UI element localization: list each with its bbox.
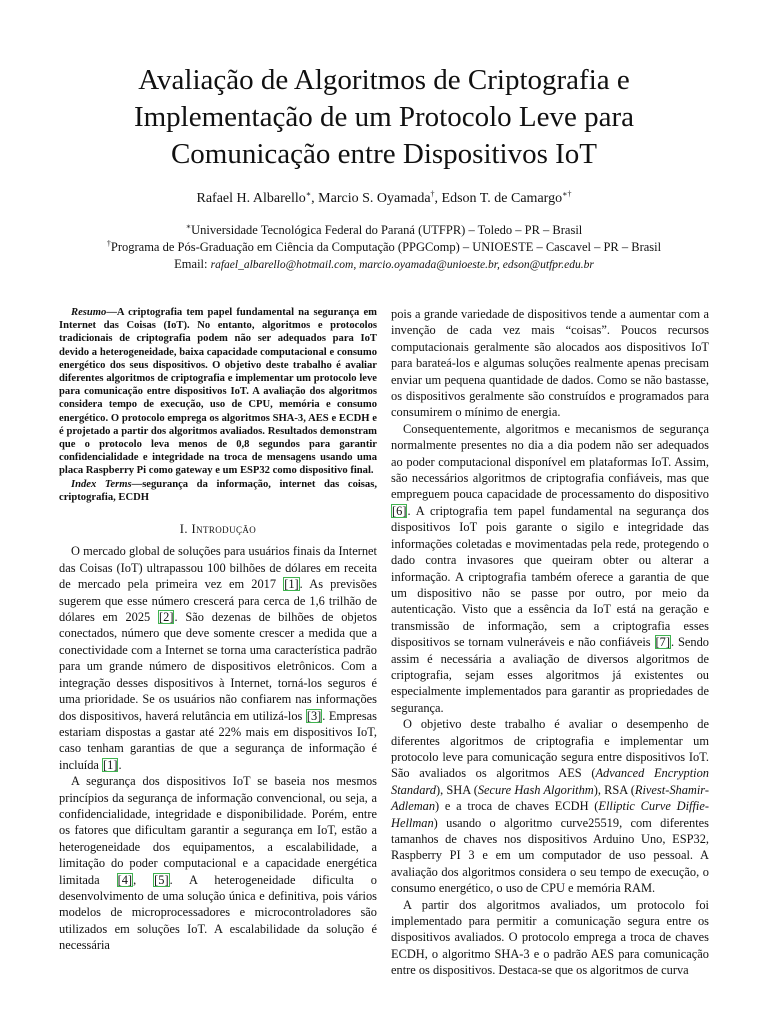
affiliation-text: Programa de Pós-Graduação em Ciência da Computação (PPGComp) – UNIOESTE – Cascavel – PR – Brasil xyxy=(110,240,662,254)
paper-title: Avaliação de Algoritmos de Criptografia e Implementação de um Protocolo Leve para Comunicação entre Dispositivos IoT xyxy=(133,64,635,170)
acronym-expansion: Elliptic Curve Diffie-Hellman xyxy=(391,799,709,830)
citation-link[interactable]: [2] xyxy=(159,610,174,625)
citation-link[interactable]: [3] xyxy=(306,708,322,723)
affiliation-line xyxy=(40,239,728,256)
abstract-lead: Resumo xyxy=(71,307,107,318)
abstract xyxy=(59,306,377,478)
index-terms-lead: Index Terms xyxy=(71,478,132,490)
left-column xyxy=(59,306,377,954)
paragraph: O objetivo deste trabalho é avaliar o desempenho de diferentes algoritmos de criptografia e implementar um protocolo leve para comunicação segura entre dispositivos IoT. São avaliados os algoritmos AES (Advanced Encryption Standard), SHA (Secure Hash Algorithm), RSA (Rivest-Shamir-Adleman) e a troca de chaves ECDH (Elliptic Curve Diffie-Hellman) usando o algoritmo curve25519, com diferentes tamanhos de chaves nos dispositivos Arduino Uno, ESP32, Raspberry PI 3 e em um computador de uso pessoal. A avaliação dos algoritmos considera o seu tempo de execução, o consumo energético, o uso de CPU e memória RAM. xyxy=(391,717,709,896)
author-mark: † xyxy=(430,189,435,199)
paragraph: pois a grande variedade de dispositivos tende a aumentar com a invenção de cada vez mais “coisas”. Poucos recursos computacionais geralmente são alocados aos dispositivos IoT para barateá-los e algumas soluções realmente apenas precisam enviar um pequena quantidade de dados. Como se não bastasse, os dispositivos geralmente são construídos e programados para consumirem o mínimo de energia. xyxy=(391,307,709,420)
affiliation-line xyxy=(40,222,728,239)
acronym-expansion: Secure Hash Algorithm xyxy=(477,782,594,797)
email-line xyxy=(40,256,728,274)
affiliation-text: Universidade Tecnológica Federal do Paraná (UTFPR) – Toledo – PR – Brasil xyxy=(191,223,583,237)
citation-link[interactable]: [1] xyxy=(103,757,118,772)
email-label: Email: xyxy=(174,257,208,271)
citation-link[interactable]: [6] xyxy=(392,503,407,518)
affiliations xyxy=(40,222,728,274)
index-terms-text: —segurança da informação, internet das coisas, criptografia, ECDH xyxy=(59,478,377,503)
right-column xyxy=(391,306,709,979)
citation-link[interactable]: [7] xyxy=(655,635,670,650)
citation-link[interactable]: [4] xyxy=(117,872,133,887)
author-name: Edson T. de Camargo xyxy=(441,191,563,206)
affiliation-mark: ∗ xyxy=(185,221,192,231)
affiliation-mark: † xyxy=(106,238,111,248)
author-list: Rafael H. Albarello∗, Marcio S. Oyamada†, Edson T. de Camargo∗† xyxy=(196,189,572,206)
paragraph: Consequentemente, algoritmos e mecanismos de segurança normalmente presentes no dia a dia podem não ser adequados ao poder computacional disponível em plataformas IoT. Assim, são necessários algoritmos de criptografia confiáveis, mas que empreguem pouca capacidade de processamento do dispositivo [6]. A criptografia tem papel fundamental na segurança dos dispositivos IoT pois garante o sigilo e integridade das informações coletadas e movimentadas pela rede, protegendo o dado contra invasores que queiram obter ou alterar a informação. A criptografia também oferece a garantia de que um dispositivo não se passe por outro, por meio da autenticação. Visto que a essência da IoT está na geração e transmissão de informação, sem a criptografia esses dispositivos se tornam vulneráveis e não confiáveis [7]. Sendo assim é necessária a avaliação de diversos algoritmos de criptografia, sejam esses algoritmos já existentes ou especialmente implementados para garantir as propriedades de segurança. xyxy=(391,421,709,715)
paragraph: A partir dos algoritmos avaliados, um protocolo foi implementado para permitir a comunicação segura entre os dispositivos avaliados. O protocolo emprega a troca de chaves ECDH, o algoritmo SHA-3 e o padrão AES para comunicação entre os dispositivos. Destaca-se que os algoritmos de curva xyxy=(391,897,709,978)
author-name: Marcio S. Oyamada xyxy=(318,191,431,206)
acronym-expansion: Advanced Encryption Standard xyxy=(391,766,709,797)
paragraph: A segurança dos dispositivos IoT se baseia nos mesmos princípios da segurança de informação convencional, ou seja, a confidencialidade, integridade e disponibilidade. Porém, entre os fatores que dificultam garantir a segurança em IoT, estão a heterogeneidade dos equipamentos, a escalabilidade, a limitação do poder computacional e a capacidade energética limitada [4], [5]. A heterogeneidade dificulta o desenvolvimento de uma solução única e definitiva, pois vários modelos de microprocessadores e microcontroladores são utilizados em soluções IoT. A escalabilidade da solução é necessária xyxy=(59,774,377,953)
citation-link[interactable]: [5] xyxy=(154,872,169,887)
citation-link[interactable]: [1] xyxy=(284,577,299,592)
section-heading: I. Introdução xyxy=(179,522,257,537)
author-name: Rafael H. Albarello xyxy=(196,191,306,206)
author-mark: ∗† xyxy=(562,189,572,199)
abstract-text: —A criptografia tem papel fundamental na segurança em Internet das Coisas (IoT). No entanto, algoritmos e protocolos tradicionais de criptografia podem não ser adequados para IoT devido a heterogeneidade, baixa capacidade computacional e consumo energético dos seus dispositivos. O objetivo deste trabalho é avaliar diferentes algoritmos de criptografia e implementar um protocolo leve para comunicação entre dispositivos IoT. A avaliação dos algoritmos considera tempo de execução, uso de CPU, memória e consumo energético. O protocolo emprega os algoritmos SHA-3, AES e ECDH e é projetado a partir dos algoritmos avaliados. Resultados demonstram que o protocolo leva menos de 0,8 segundos para garantir confidencialidade e integridade na troca de mensagens usando uma placa Raspberry Pi como gateway e um ESP32 como dispositivo final. xyxy=(59,307,377,477)
email-addresses: rafael_albarello@hotmail.com, marcio.oyamada@unioeste.br, edson@utfpr.edu.br xyxy=(210,259,594,271)
acronym-expansion: Rivest-Shamir-Adleman xyxy=(391,782,709,814)
index-terms xyxy=(59,478,377,504)
paragraph: O mercado global de soluções para usuários finais da Internet das Coisas (IoT) ultrapassou 100 bilhões de dólares em receita de mercado pela primeira vez em 2017 [1]. As previsões sugerem que esse número crescerá para cerca de 1,6 trilhão de dólares em 2025 [2]. São dezenas de bilhões de objetos conectados, número que deve somente crescer a medida que a conectividade com a Internet se torna uma característica padrão para um grande número de dispositivos eletrônicos. Com a integração desses dispositivos à Internet, torná-los seguros é uma prioridade. Se os usuários não confiarem nas informações dos dispositivos, haverá relutância em utilizá-los [3]. Empresas estariam dispostas a gastar até 22% mais em dispositivos IoT, caso tenham garantias de que a segurança de informação é incluída [1]. xyxy=(59,544,377,772)
author-mark: ∗ xyxy=(305,189,312,199)
